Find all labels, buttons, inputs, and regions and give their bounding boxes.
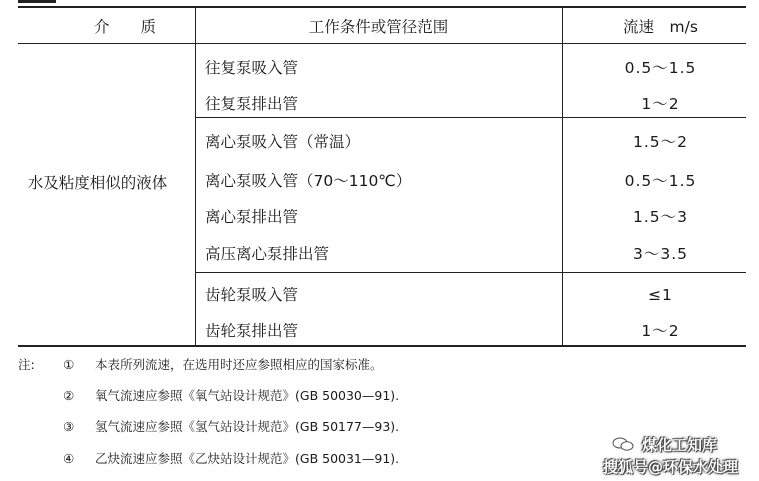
header-bottom-border	[18, 43, 746, 44]
speed-cell: 1～2	[641, 322, 680, 340]
speed-cell: 1.5～3	[632, 208, 688, 226]
column-divider-1	[195, 7, 196, 346]
table-bottom-border	[18, 345, 746, 347]
header-speed: 流速 m/s	[623, 18, 698, 36]
medium-cell: 水及粘度相似的液体	[27, 174, 168, 192]
condition-cell: 高压离心泵排出管	[205, 245, 330, 263]
condition-cell: 离心泵吸入管（70～110℃）	[205, 172, 412, 190]
condition-cell: 往复泵吸入管	[205, 59, 299, 77]
header-condition: 工作条件或管径范围	[308, 18, 449, 36]
notes-label: 注:	[18, 357, 35, 372]
note-text: 氧气流速应参照《氧气站设计规范》(GB 50030—91).	[95, 388, 400, 403]
condition-cell: 齿轮泵排出管	[205, 322, 299, 340]
watermark-line-1: 煤化工知库	[642, 436, 718, 454]
table-top-border	[18, 6, 746, 8]
speed-cell: ≤1	[648, 286, 673, 304]
speed-cell: 0.5～1.5	[624, 172, 697, 190]
condition-cell: 往复泵排出管	[205, 95, 299, 113]
wechat-icon	[612, 437, 634, 451]
watermark-line-2: 搜狐号@环保水处理	[603, 458, 739, 476]
speed-cell: 3～3.5	[632, 245, 688, 263]
note-number: ④	[63, 451, 75, 466]
group-divider-2	[195, 272, 746, 273]
note-number: ②	[63, 388, 75, 403]
condition-cell: 齿轮泵吸入管	[205, 286, 299, 304]
top-rule-fragment	[18, 0, 56, 3]
condition-cell: 离心泵吸入管（常温）	[205, 133, 361, 151]
note-number: ③	[63, 419, 75, 434]
condition-cell: 离心泵排出管	[205, 208, 299, 226]
speed-cell: 0.5～1.5	[624, 59, 697, 77]
header-medium: 介 质	[93, 18, 156, 36]
speed-cell: 1.5～2	[632, 133, 688, 151]
group-divider-1	[195, 117, 746, 118]
note-text: 乙炔流速应参照《乙炔站设计规范》(GB 50031—91).	[95, 451, 400, 466]
note-number: ①	[63, 357, 75, 372]
speed-cell: 1～2	[641, 95, 680, 113]
note-text: 本表所列流速，在选用时还应参照相应的国家标准。	[95, 357, 383, 372]
note-text: 氢气流速应参照《氢气站设计规范》(GB 50177—93).	[95, 419, 400, 434]
